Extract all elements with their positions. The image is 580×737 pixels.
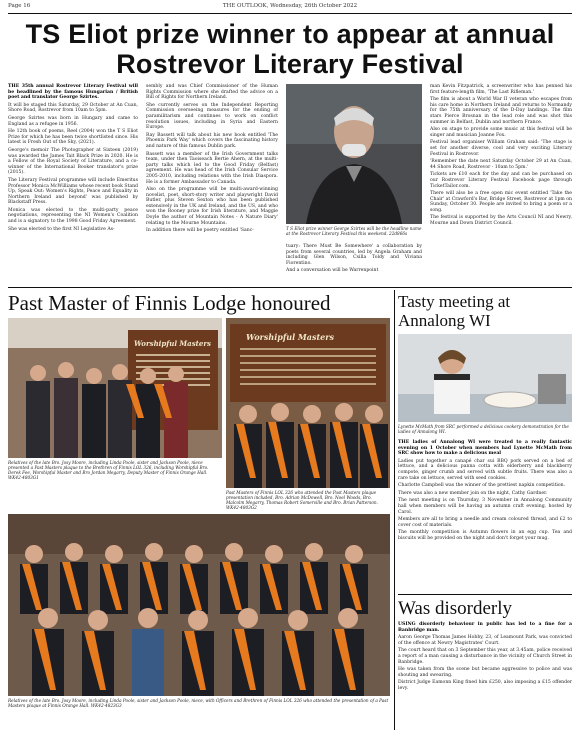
- paragraph: The court heard that on 3 September this year, at 3.45am, police received a report of a man causing a disturbance in the vicinity of Church Street in Banbridge.: [398, 648, 572, 665]
- eliot-col-4: [430, 84, 572, 284]
- portrait-illustration: [286, 84, 422, 224]
- header-rule: [8, 13, 572, 14]
- paragraph: George's memoir The Photographer at Sixteen (2019) was awarded the James Tait Black Prize in 2020. He is a Fellow of the Royal Society of Literature, and a co-winner of the International Booker translator's prize (2015).: [8, 147, 138, 176]
- szirtes-photo: [286, 84, 422, 224]
- paragraph: Members are all to bring a needle and cream coloured thread, and £2 to cover cost of materials.: [398, 517, 572, 528]
- finnis-photo-2: [226, 318, 390, 488]
- paragraph: Festival lead organiser William Graham said: 'The stage is set for another diverse, cool and very exciting Literary Festival in Rostrevor.: [430, 140, 572, 157]
- paragraph: In addition there will be poetry entitled 'Sanc-: [146, 228, 254, 234]
- main-headline: TS Eliot prize winner to appear at annual Rostrevor Literary Festival: [25, 19, 555, 79]
- tasty-body: [398, 440, 572, 592]
- szirtes-caption: T S Eliot prize winner George Szirtes will be the headline name at the Rostrevor Literary Festival this weekend. 22d866s: [286, 226, 422, 236]
- eliot-lead: THE 35th annual Rostrevor Literary Festival will be headlined by the famous Hungarian / British poet and translator George Szirtes.: [8, 84, 138, 101]
- paragraph: George Szirtes was born in Hungary and came to England as a refugee in 1956.: [8, 115, 138, 127]
- finnis-caption-1: Relatives of the late Bro. Josy Moore, including Linda Poole, sister and Jackson Poole, niece presented a Past Masters plaque to the Brethren of Finnis LOL 326, including Worshipful Bro. Derek Fee, Worshipful Master and Bro Jordan Megarry, Deputy Master of Finnis Orange Hall. WK42-4803G1: [8, 460, 209, 480]
- paragraph: Also on the programme will be multi-award-winning novelist, poet, short-story writer and playwright David Butler, plus Steven Sexton who has been published extensively in the UK and Ireland, and the US, and who won the Rooney prize for Irish literature, and Maggie Doyle the author of Mountain Notes - A Nature Diary' relating to the Mourne Mountains.: [146, 187, 278, 226]
- eliot-col-2: [146, 84, 278, 284]
- tasty-caption: Lynette McMath from SRC performed a delicious cookery demonstration for the ladies of Annalong WI.: [398, 424, 569, 434]
- finnis-title: Past Master of Finnis Lodge honoured: [8, 291, 331, 315]
- paragraph: Ray Bassett will talk about his new book entitled 'The Phoenix Park Way' which covers the fascinating history and nature of this famous Dublin park.: [146, 132, 278, 149]
- paragraph: Charlotte Campbell was the winner of the prettiest napkin competition.: [398, 483, 566, 489]
- paragraph: The monthly competition is Autumn flowers in an egg cup. Tea and biscuits will be provided on the night and don't forget your mug.: [398, 530, 572, 541]
- svg-text:Worshipful Masters: Worshipful Masters: [246, 332, 334, 342]
- issue-line: THE OUTLOOK, Wednesday, 26th October 2022: [222, 3, 358, 9]
- paragraph: The film is about a World War II veteran who escapes from his care home in Northern Ireland and returns to Normandy for the 75th anniversary of the D-Day landings. The film stars Pierce Brosnan in the lead role and was shot this summer in Belfast, Dublin and northern France.: [430, 97, 572, 125]
- finnis-photo-1: [8, 318, 222, 458]
- section-rule: [398, 594, 572, 595]
- paragraph: Tickets are £10 each for the day and can be purchased on our Rostrevor Literary Festival Facebook page through TicketTailor.com.: [430, 172, 572, 189]
- paragraph: There was also a new member join on the night, Cathy Gardner.: [398, 490, 548, 496]
- paragraph: He was taken from the scene but became aggressive to police and was shouting and swearing.: [398, 667, 572, 678]
- paragraph: He 12th book of poems, Reel (2004) won the T S Eliot Prize for which he has been twice shortlisted since. His latest is Fresh Out of the Sky, (2021).: [8, 129, 138, 146]
- paragraph: Bassett was a member of the Irish Government talks team, under then Taoiseach Bertie Ahern, at the multi-party talks which led to the Good Friday (Belfast) agreement. He was head of the Irish Consular Service 2005-2010, including relations with the Irish Diaspora. He is a former Ambassador to Canada.: [146, 151, 278, 185]
- lodge-photo-illustration: [8, 318, 222, 458]
- paragraph: Aaron George Thomas James Hobby, 23, of Leamount Park, was convicted of the offence at Newry Magistrates' Court.: [398, 635, 572, 646]
- disorderly-title: Was disorderly: [398, 598, 513, 619]
- paragraph: And a conversation will be Warrenpoint: [286, 268, 379, 274]
- paragraph: Monica was elected to the multi-party peace negotiations, representing the NI Women's Coalition and is a signatory to the 1998 Good Friday Agreement.: [8, 207, 138, 225]
- finnis-caption-3: Relatives of the late Bro. Josy Moore, including Linda Poole, sister and Jackson Poole, niece, with Officers and Brethren of Finnis LOL 326 who attended the presentation of a Past Masters plaque at Finnis Orange Hall. WK42-4823G3: [8, 698, 389, 708]
- paragraph: There will also be a free open mic event entitled 'Take the Chair' at Crawford's Bar, Bridge Street, Rostrevor at 1pm on Sunday, October 30. People are invited to bring a poem or a song.: [430, 191, 572, 213]
- section-rule: [8, 287, 572, 288]
- cookery-illustration: [398, 334, 572, 422]
- paragraph: tuary: There Must Be Somewhere' a collaboration by poets from several countries, led by Angela Graham and including Glen Wilson, Csilla Toldy and Viviana Fiorentino.: [286, 244, 422, 266]
- tasty-title: Tasty meeting at Annalong WI: [398, 292, 511, 330]
- eliot-col-3: [286, 244, 422, 284]
- disorderly-body: [398, 622, 572, 730]
- tasty-photo: [398, 334, 572, 422]
- group-photo-illustration: [8, 514, 390, 696]
- eliot-col-1: [8, 84, 138, 284]
- past-masters-illustration: [226, 318, 390, 488]
- tasty-lead: THE ladies of Annalong WI were treated to a really fantastic evening on 1 October when members had Lynette McMath from SRC show how to make a delicious meal: [398, 440, 572, 457]
- column-divider: [394, 290, 395, 730]
- paragraph: District Judge Eamonn King fined him £250, also imposing a £15 offender levy.: [398, 680, 572, 691]
- page-header: [8, 3, 572, 13]
- finnis-photo-3: [8, 514, 390, 696]
- paragraph: The next meeting is on Thursday, 3 November in Annalong Community hall when members will be having an autumn craft evening, hosted by Carol.: [398, 498, 572, 515]
- paragraph: The Literary Festival programme will include Emeritus Professor Monica McWilliams whose recent book Stand Up, Speak Out: Women's Rights, Peace and Equality in Northern Ireland and beyond' was published by Blackstaff Press.: [8, 177, 138, 206]
- finnis-caption-2: Past Masters of Finnis LOL 326 who attended the Past Masters plaque presentation included, Bro. Adrian McDowell, Bro. Noel Woods, Bro. Malcolm Megarry, Thomas Robert Somerville and Bro. Brian Patterson. WK42-4803G2: [226, 490, 378, 510]
- paragraph: 'Remember the date next Saturday October 29 at An Cuan, 44 Shore Road, Rostrevor - 10am to 5pm.': [430, 159, 572, 170]
- disorderly-lead: USING disorderly behaviour in public has led to a fine for a Banbridge man.: [398, 622, 572, 633]
- paragraph: Also on stage to provide some music at this festival will be singer and musician Joanne Fox.: [430, 127, 572, 138]
- page-number: Page 16: [8, 3, 31, 9]
- paragraph: She currently serves on the Independent Reporting Commission overseeing measures for the ending of paramilitarism and continues to work on conflict resolution issues, including in Syria and Eastern Europe.: [146, 102, 278, 131]
- paragraph: It will be staged this Saturday, 29 October at An Cuan, Shore Road, Rostrevor from 10am to 5pm.: [8, 102, 138, 114]
- svg-text:Worshipful Masters: Worshipful Masters: [134, 339, 211, 348]
- paragraph: She was elected to the first NI Legislative As-: [8, 226, 115, 232]
- paragraph: Ladies put together a canapé char sui BBQ pork served on a bed of lettuce, and a delicious panna cotta with elderberry and blackberry compote, ginger crumb and served with subtle fruits. There was also a rare take on lettuce, served with seed cookies.: [398, 458, 572, 481]
- paragraph: sembly and was Chief Commissioner of the Human Rights Commission where she drafted the advice on a Bill of Rights for Northern Ireland.: [146, 84, 278, 101]
- paragraph: The festival is supported by the Arts Council NI and Newry, Mourne and Down District Council.: [430, 215, 572, 227]
- paragraph: man Kevin Fitzpatrick, a screenwriter who has penned his first feature-length film, 'The Last Rifleman.': [430, 84, 572, 95]
